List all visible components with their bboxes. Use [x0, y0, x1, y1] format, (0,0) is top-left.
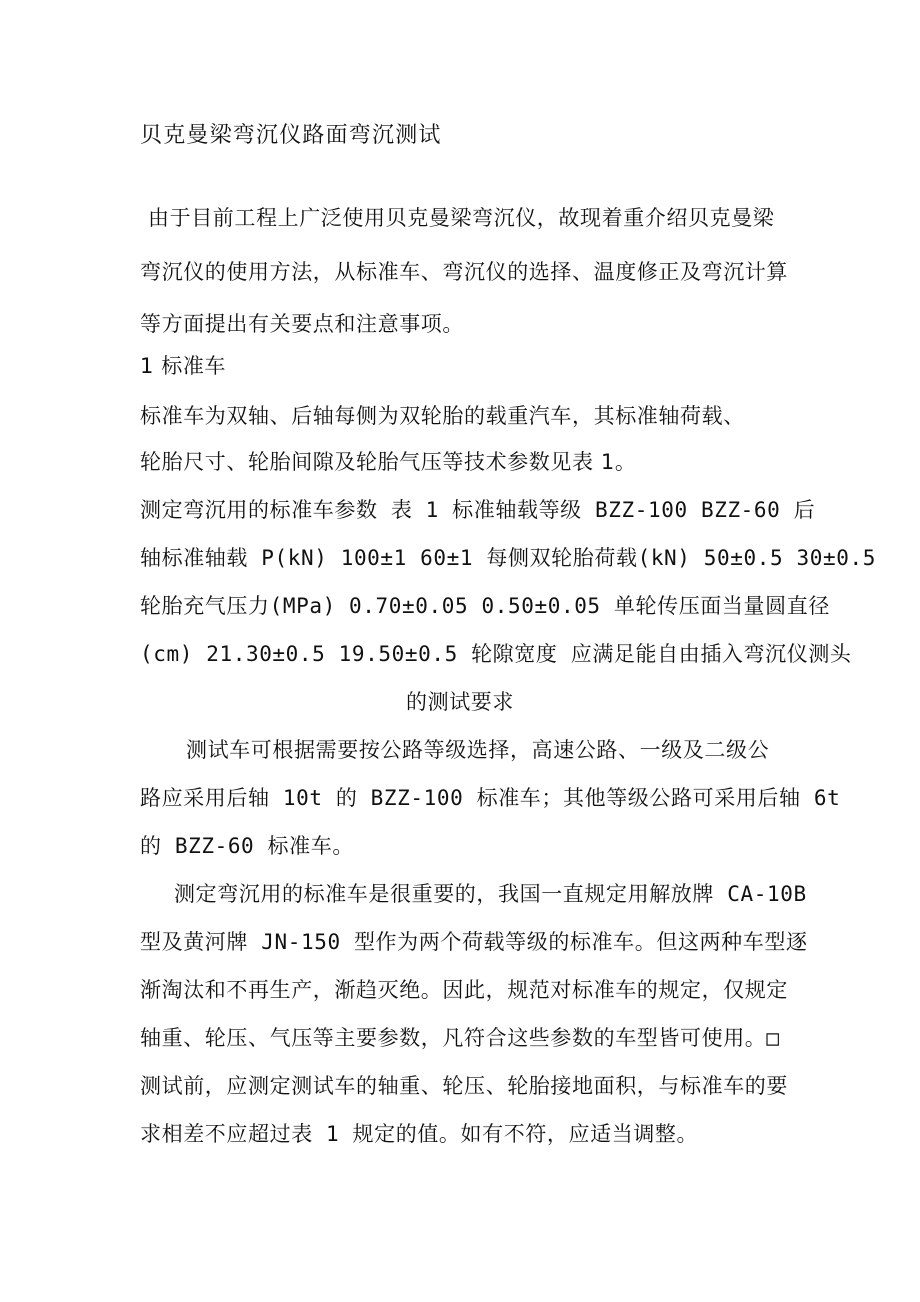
para-2-line-1: 测试车可根据需要按公路等级选择，高速公路、一级及二级公: [186, 738, 770, 762]
section-1-para-line-1: 标准车为双轴、后轴每侧为双轮胎的载重汽车，其标准轴荷载、: [140, 404, 745, 428]
table-1-text-line-1: 测定弯沉用的标准车参数 表 1 标准轴载等级 BZZ-100 BZZ-60 后: [140, 498, 816, 522]
section-1-heading: 1 标准车: [140, 354, 227, 378]
table-1-text-line-5: 的测试要求: [406, 690, 514, 714]
para-2-line-3: 的 BZZ-60 标准车。: [140, 834, 354, 858]
intro-line-2: 弯沉仪的使用方法，从标准车、弯沉仪的选择、温度修正及弯沉计算: [140, 260, 788, 284]
para-3-line-6: 求相差不应超过表 1 规定的值。如有不符，应适当调整。: [140, 1122, 699, 1146]
para-3-line-5: 测试前，应测定测试车的轴重、轮压、轮胎接地面积，与标准车的要: [140, 1074, 788, 1098]
para-3-line-1: 测定弯沉用的标准车是很重要的，我国一直规定用解放牌 CA-10B: [174, 882, 807, 906]
section-1-para-line-2: 轮胎尺寸、轮胎间隙及轮胎气压等技术参数见表 1。: [140, 450, 637, 474]
document-title: 贝克曼梁弯沉仪路面弯沉测试: [140, 123, 442, 148]
intro-line-1: 由于目前工程上广泛使用贝克曼梁弯沉仪，故现着重介绍贝克曼梁: [148, 206, 775, 230]
table-1-text-line-2: 轴标准轴载 P(kN) 100±1 60±1 每侧双轮胎荷载(kN) 50±0.5 30±0.5: [140, 546, 876, 570]
para-3-line-4: 轴重、轮压、气压等主要参数，凡符合这些参数的车型皆可使用。□: [140, 1026, 780, 1050]
table-1-text-line-3: 轮胎充气压力(MPa) 0.70±0.05 0.50±0.05 单轮传压面当量圆直径: [140, 594, 830, 618]
table-1-text-line-4: (cm) 21.30±0.5 19.50±0.5 轮隙宽度 应满足能自由插入弯沉仪测头: [140, 642, 852, 666]
intro-line-3: 等方面提出有关要点和注意事项。: [140, 312, 464, 336]
para-3-line-2: 型及黄河牌 JN-150 型作为两个荷载等级的标准车。但这两种车型逐: [140, 930, 808, 954]
para-3-line-3: 渐淘汰和不再生产，渐趋灭绝。因此，规范对标准车的规定，仅规定: [140, 978, 788, 1002]
para-2-line-2: 路应采用后轴 10t 的 BZZ-100 标准车；其他等级公路可采用后轴 6t: [140, 786, 841, 810]
